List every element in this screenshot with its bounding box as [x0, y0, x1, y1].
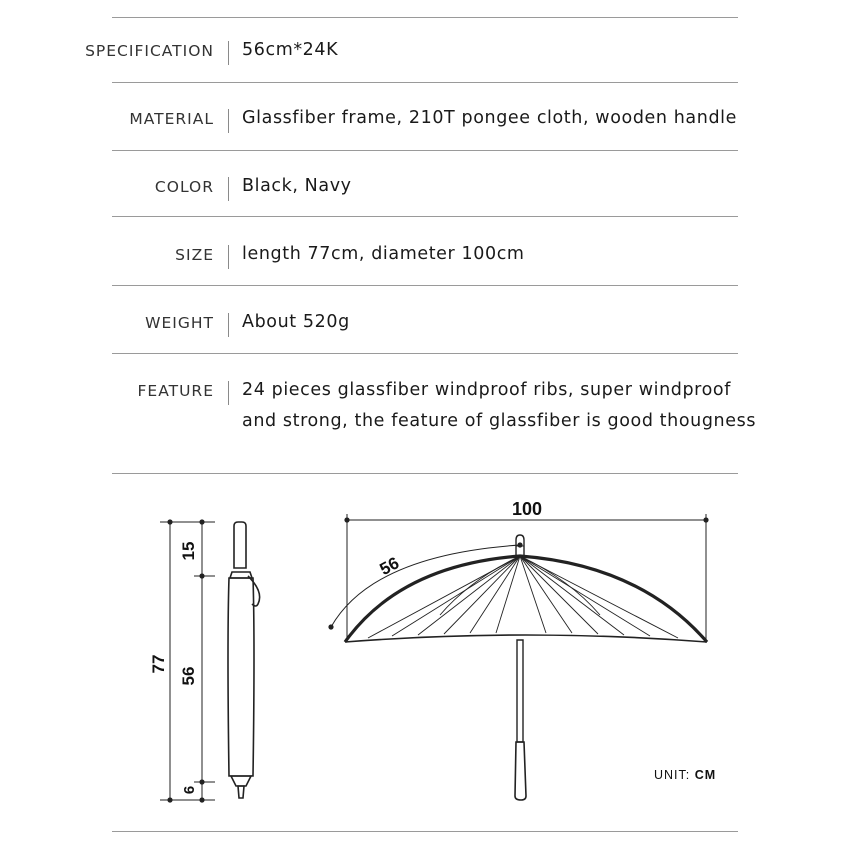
folded-top-length-label: 15	[179, 541, 198, 561]
spec-value-line2: and strong, the feature of glassfiber is good thougness	[242, 411, 757, 431]
unit-label: UNIT:	[654, 768, 691, 782]
spec-value: Glassfiber frame, 210T pongee cloth, wooden handle	[242, 108, 737, 128]
spec-label: COLOR	[154, 178, 214, 196]
unit-text	[654, 768, 716, 782]
spec-label: MATERIAL	[129, 110, 214, 128]
spec-label: SPECIFICATION	[85, 42, 214, 60]
spec-label: SIZE	[175, 246, 214, 264]
folded-umbrella-drawing	[228, 522, 260, 798]
unit-value: CM	[694, 768, 717, 782]
dimension-dots	[167, 519, 204, 802]
spec-value: 56cm*24K	[242, 40, 339, 60]
spec-value: Black, Navy	[242, 176, 352, 196]
folded-total-length-label: 77	[149, 654, 168, 674]
folded-shaft-length-label: 56	[179, 666, 198, 686]
open-rib-length-label: 56	[376, 553, 403, 579]
folded-dimension-lines	[160, 522, 215, 800]
spec-value: 24 pieces glassfiber windproof ribs, super windproof	[242, 380, 731, 400]
folded-bottom-length-label: 6	[181, 785, 198, 795]
open-diameter-label: 100	[511, 499, 543, 519]
open-umbrella-drawing	[345, 535, 707, 800]
spec-label: FEATURE	[137, 382, 214, 400]
spec-value: About 520g	[242, 312, 350, 332]
spec-value: length 77cm, diameter 100cm	[242, 244, 525, 264]
spec-label: WEIGHT	[145, 314, 214, 332]
